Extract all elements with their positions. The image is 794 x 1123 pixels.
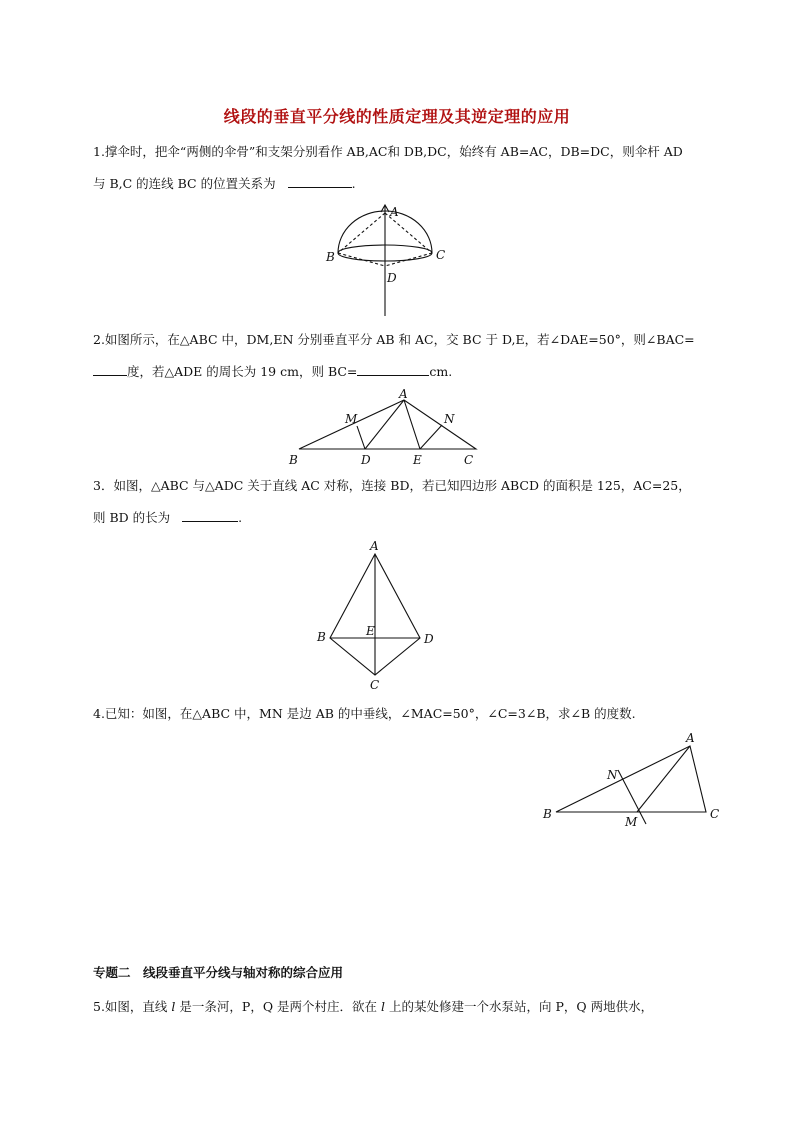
q5-text-a: 5.如图，直线 (93, 999, 168, 1014)
q5-line-l: l (171, 999, 176, 1014)
q5-text-c: 上的某处修建一个水泵站，向 P，Q 两地供水， (389, 999, 654, 1014)
q2-label-B: B (289, 453, 298, 467)
q1-period: . (351, 176, 356, 191)
page-title: 线段的垂直平分线的性质定理及其逆定理的应用 (223, 107, 571, 126)
q5-text-line1 (93, 998, 653, 1016)
q2-text-b: cm. (429, 364, 453, 379)
q2-label-D: D (361, 453, 371, 467)
q4-label-A: A (686, 731, 695, 745)
q5-text-b: 是一条河，P，Q 是两个村庄．欲在 (179, 999, 378, 1014)
q4-label-N: N (607, 768, 618, 782)
q1-label-D: D (387, 271, 397, 285)
q2-label-N: N (444, 412, 455, 426)
q3-label-D: D (424, 632, 434, 646)
q4-label-M: M (625, 815, 638, 829)
q1-text-line1: 1.撑伞时，把伞“两侧的伞骨”和支架分别看作 AB,AC和 DB,DC，始终有 AB=AC，DB=DC，则伞杆 AD (93, 144, 683, 159)
q4-label-B: B (543, 807, 552, 821)
q2-label-E: E (413, 453, 422, 467)
q4-label-C: C (710, 807, 720, 821)
section-heading: 专题二 线段垂直平分线与轴对称的综合应用 (93, 965, 344, 980)
q3-label-A: A (370, 539, 379, 553)
q5-line-l-2: l (381, 999, 386, 1014)
q2-label-M: M (345, 412, 358, 426)
q2-text-a: 度，若△ADE 的周长为 19 cm，则 BC= (127, 364, 358, 379)
q1-label-B: B (326, 250, 335, 264)
q2-label-A: A (399, 387, 408, 401)
q3-text-line1: 3．如图，△ABC 与△ADC 关于直线 AC 对称，连接 BD，若已知四边形 ABCD 的面积是 125，AC=25， (93, 478, 691, 493)
q3-label-C: C (370, 678, 380, 692)
q3-label-E: E (366, 624, 375, 638)
q2-label-C: C (464, 453, 474, 467)
q4-text-line1: 4.已知：如图，在△ABC 中，MN 是边 AB 的中垂线，∠MAC=50°，∠C=3∠B，求∠B 的度数. (93, 706, 636, 721)
q3-text: 则 BD 的长为 (93, 510, 171, 525)
segment-AM (637, 746, 690, 812)
q2-text-line1: 2.如图所示，在△ABC 中，DM,EN 分别垂直平分 AB 和 AC，交 BC 于 D,E，若∠DAE=50°，则∠BAC= (93, 332, 695, 347)
q1-label-A: A (390, 205, 399, 219)
q3-label-B: B (317, 630, 326, 644)
q1-text: 与 B,C 的连线 BC 的位置关系为 (93, 176, 276, 191)
triangle-ABC (556, 746, 706, 812)
q3-period: . (238, 510, 243, 525)
q1-label-C: C (436, 248, 446, 262)
